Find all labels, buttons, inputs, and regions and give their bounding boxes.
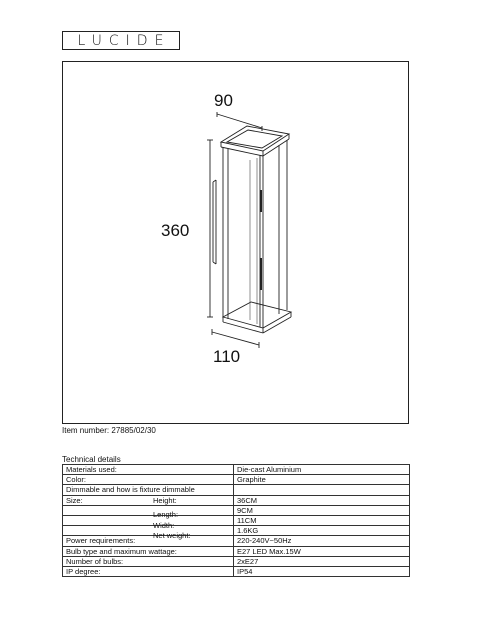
table-row: [63, 526, 410, 536]
spec-label-cell: [63, 495, 234, 505]
spec-sublabel: Net weight:: [153, 530, 191, 540]
spec-value-cell: [234, 495, 410, 505]
spec-value-cell: [234, 556, 410, 566]
spec-sublabel: Height:: [153, 495, 177, 505]
spec-label-cell: [63, 566, 234, 576]
spec-value: 220-240V~50Hz: [237, 536, 292, 546]
spec-value: 9CM: [237, 505, 253, 515]
wall-lamp-line-drawing: [63, 62, 408, 423]
spec-value: Graphite: [237, 475, 266, 485]
table-row: [63, 475, 410, 485]
spec-label-cell: [63, 556, 234, 566]
spec-label: Materials used:: [66, 465, 117, 475]
spec-value: Die-cast Aluminium: [237, 465, 302, 475]
table-row: [63, 566, 410, 576]
height-dimension-label: 360: [161, 221, 190, 240]
table-row: [63, 515, 410, 525]
spec-label: Power requirements:: [66, 536, 136, 546]
table-row: [63, 485, 410, 495]
spec-value: 1.6KG: [237, 526, 259, 536]
spec-value-cell: [234, 485, 410, 495]
spec-value-cell: [234, 475, 410, 485]
spec-value: IP54: [237, 566, 253, 576]
item-number-label: Item number:: [62, 426, 110, 435]
spec-label-cell: [63, 536, 234, 546]
spec-value: 11CM: [237, 516, 257, 526]
spec-label: Bulb type and maximum wattage:: [66, 546, 177, 556]
spec-value: 2xE27: [237, 556, 259, 566]
spec-label-cell: [63, 526, 234, 540]
spec-value-cell: [234, 566, 410, 576]
depth-dimension-label: 90: [214, 91, 233, 110]
spec-label: Color:: [66, 475, 87, 485]
spec-label-cell: [63, 465, 234, 475]
spec-value-cell: [234, 505, 410, 515]
spec-value-cell: [234, 515, 410, 525]
table-row: [63, 505, 410, 515]
brand-logo: LUCIDE: [62, 31, 180, 50]
spec-label: Number of bulbs:: [66, 556, 124, 566]
spec-label-cell: [63, 505, 234, 520]
technical-details-title: Technical details: [62, 455, 121, 464]
spec-label: Dimmable and how is fixture dimmable: [66, 485, 195, 495]
spec-label-cell: [63, 485, 234, 495]
spec-value: E27 LED Max.15W: [237, 546, 301, 556]
spec-label: IP degree:: [66, 566, 101, 576]
table-row: [63, 536, 410, 546]
table-row: [63, 546, 410, 556]
item-number: [62, 426, 156, 435]
spec-value-cell: [234, 465, 410, 475]
spec-label-cell: [63, 546, 234, 556]
table-row: [63, 495, 410, 505]
item-number-value: 27885/02/30: [111, 426, 156, 435]
spec-value: 36CM: [237, 495, 258, 505]
spec-value-cell: [234, 546, 410, 556]
technical-details-table: [62, 464, 410, 577]
product-drawing-frame: [62, 61, 409, 424]
width-dimension-label: 110: [213, 347, 241, 366]
spec-label: Size:: [66, 495, 83, 505]
spec-sublabel: Length:: [153, 510, 179, 520]
spec-sublabel: Width:: [153, 520, 175, 530]
table-row: [63, 465, 410, 475]
table-row: [63, 556, 410, 566]
spec-value-cell: [234, 526, 410, 536]
spec-label-cell: [63, 475, 234, 485]
spec-label-cell: [63, 515, 234, 530]
spec-value-cell: [234, 536, 410, 546]
